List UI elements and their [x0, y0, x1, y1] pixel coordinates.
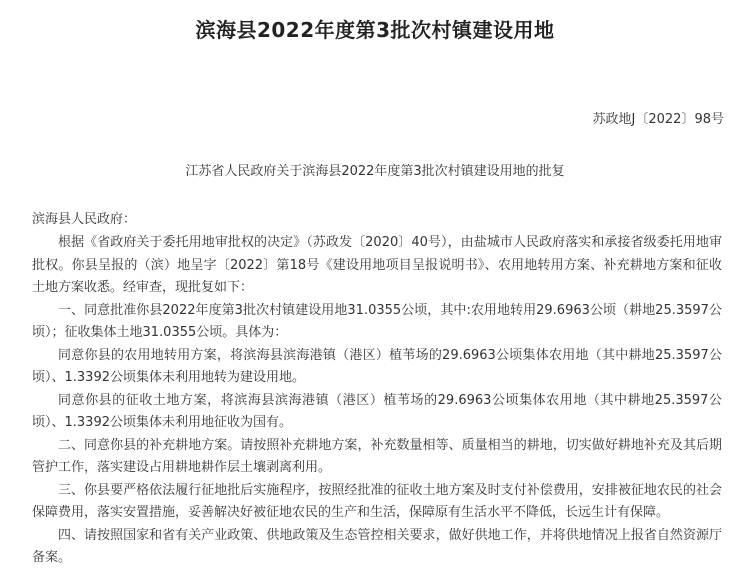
- salutation: 滨海县人民政府：: [32, 212, 137, 227]
- document-subtitle: 江苏省人民政府关于滨海县2022年度第3批次村镇建设用地的批复: [185, 164, 565, 179]
- paragraph-item-1: 一、同意批准你县2022年度第3批次村镇建设用地31.0355公顷，其中:农用地转用29.6963公顷（耕地25.3597公顷）；征收集体土地31.0355公顷。具体为：: [32, 302, 722, 340]
- paragraph-expropriation: 同意你县的征收土地方案，将滨海县滨海港镇（港区）植苇场的29.6963公顷集体农用地（其中耕地25.3597公顷）、1.3392公顷集体未利用地征收为国有。: [32, 392, 722, 430]
- paragraph-conversion: 同意你县的农用地转用方案，将滨海县滨海港镇（港区）植苇场的29.6963公顷集体农用地（其中耕地25.3597公顷）、1.3392公顷集体未利用地转为建设用地。: [32, 347, 722, 385]
- document-body: [32, 232, 722, 570]
- paragraph-basis: 根据《省政府关于委托用地审批权的决定》（苏政发〔2020〕40号），由盐城市人民政府落实和承接省级委托用地审批权。你县呈报的（滨）地呈字〔2022〕第18号《建设用地项目呈报说明书》、农用地转用方案、补充耕地方案和征收土地方案收悉。经审查，现批复如下：: [32, 235, 722, 295]
- paragraph-item-2: 二、同意你县的补充耕地方案。请按照补充耕地方案，补充数量相等、质量相当的耕地，切实做好耕地补充及其后期管护工作，落实建设占用耕地耕作层土壤剥离利用。: [32, 437, 722, 475]
- paragraph-item-3: 三、你县要严格依法履行征地批后实施程序，按照经批准的征收土地方案及时支付补偿费用，安排被征地农民的社会保障费用，落实安置措施，妥善解决好被征地农民的生产和生活，保障原有生活水平不降低，长远生计有保障。: [32, 482, 722, 520]
- document-title: 滨海县2022年度第3批次村镇建设用地: [195, 18, 555, 42]
- paragraph-item-4: 四、请按照国家和省有关产业政策、供地政策及生态管控相关要求，做好供地工作，并将供地情况上报省自然资源厅备案。: [32, 527, 722, 565]
- document-number: 苏政地J〔2022〕98号: [592, 112, 724, 127]
